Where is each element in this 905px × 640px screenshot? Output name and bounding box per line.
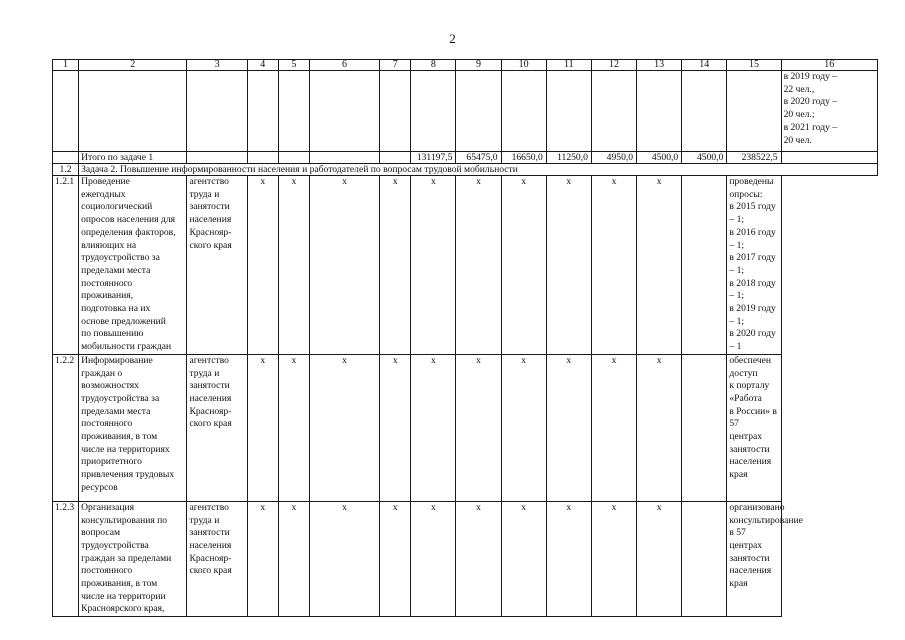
mark-cell: х <box>247 176 278 355</box>
column-number: 12 <box>591 60 636 71</box>
task-row <box>53 164 878 176</box>
mark-cell: х <box>501 354 546 501</box>
mark-cell: х <box>411 354 456 501</box>
measure-result: проведены опросы: в 2015 году – 1; в 2016 году – 1; в 2017 году – 1; в 2018 году – 1; в 2019 году – 1; в 2020 году – 1 <box>727 176 781 355</box>
column-number: 13 <box>637 60 682 71</box>
measure-result: обеспечен доступ к порталу «Работа в России» в 57 центрах занятости населения края <box>727 354 781 501</box>
measure-name: Информирование граждан о возможностях трудоустройства за пределами места постоянного проживания, в том числе на территориях приоритетного привлечения трудовых ресурсов <box>79 354 187 501</box>
measure-number: 1.2.1 <box>53 176 79 355</box>
measure-executor: агентство труда и занятости населения Краснояр- ского края <box>187 176 247 355</box>
column-number: 15 <box>727 60 781 71</box>
mark-cell: х <box>380 176 411 355</box>
column-number: 2 <box>79 60 187 71</box>
measure-name: Организация консультирования по вопросам трудоустройства граждан за пределами постоянного проживания, в том числе на территории Красноярского края, <box>79 501 187 616</box>
continued-row <box>53 71 878 152</box>
task-number: 1.2 <box>53 164 79 176</box>
mark-cell: х <box>546 501 591 616</box>
total-value: 4500,0 <box>682 152 727 164</box>
mark-cell: х <box>637 176 682 355</box>
mark-cell: х <box>501 501 546 616</box>
mark-cell: х <box>247 501 278 616</box>
program-measures-table <box>52 59 878 617</box>
total-value: 238522,5 <box>727 152 781 164</box>
measure-number: 1.2.3 <box>53 501 79 616</box>
mark-cell: х <box>637 501 682 616</box>
column-number: 11 <box>546 60 591 71</box>
measure-row <box>53 176 878 355</box>
expected-result-cell: в 2019 году – 22 чел., в 2020 году – 20 чел.; в 2021 году – 20 чел. <box>781 71 877 152</box>
column-number-row <box>53 60 878 71</box>
column-number: 14 <box>682 60 727 71</box>
mark-cell: х <box>411 501 456 616</box>
measure-executor: агентство труда и занятости населения Краснояр- ского края <box>187 354 247 501</box>
mark-cell: х <box>591 354 636 501</box>
total-value: 4950,0 <box>591 152 636 164</box>
mark-cell: х <box>456 176 501 355</box>
mark-cell: х <box>278 501 309 616</box>
mark-cell: х <box>278 176 309 355</box>
mark-cell: х <box>637 354 682 501</box>
total-value: 131197,5 <box>411 152 456 164</box>
column-number: 6 <box>309 60 379 71</box>
total-value: 11250,0 <box>546 152 591 164</box>
mark-cell: х <box>456 501 501 616</box>
measure-executor: агентство труда и занятости населения Краснояр- ского края <box>187 501 247 616</box>
column-number: 3 <box>187 60 247 71</box>
measure-name: Проведение ежегодных социологический опросов населения для определения факторов, влияющих на трудоустройство за пределами места постоянного проживания, подготовка на их основе предложений по повышению мобильности граждан <box>79 176 187 355</box>
mark-cell: х <box>411 176 456 355</box>
column-number: 1 <box>53 60 79 71</box>
measure-number: 1.2.2 <box>53 354 79 501</box>
mark-cell: х <box>546 176 591 355</box>
total-value: 16650,0 <box>501 152 546 164</box>
mark-cell: х <box>456 354 501 501</box>
column-number: 9 <box>456 60 501 71</box>
mark-cell: х <box>591 501 636 616</box>
total-value: 65475,0 <box>456 152 501 164</box>
mark-cell: х <box>501 176 546 355</box>
mark-cell: х <box>278 354 309 501</box>
mark-cell: х <box>309 354 379 501</box>
mark-cell: х <box>380 501 411 616</box>
column-number: 16 <box>781 60 877 71</box>
measure-row <box>53 354 878 501</box>
page-number: 2 <box>449 31 456 46</box>
column-number: 7 <box>380 60 411 71</box>
mark-cell: х <box>380 354 411 501</box>
mark-cell: х <box>309 176 379 355</box>
mark-cell: х <box>546 354 591 501</box>
total-label: Итого по задаче 1 <box>79 152 187 164</box>
total-value: 4500,0 <box>637 152 682 164</box>
mark-cell: х <box>247 354 278 501</box>
measure-row <box>53 501 878 616</box>
mark-cell: х <box>591 176 636 355</box>
task-title: Задача 2. Повышение информированности населения и работодателей по вопросам трудовой мобильности <box>79 164 878 176</box>
measure-result: организовано консультирование в 57 центрах занятости населения края <box>727 501 781 616</box>
column-number: 8 <box>411 60 456 71</box>
mark-cell: х <box>309 501 379 616</box>
column-number: 5 <box>278 60 309 71</box>
column-number: 4 <box>247 60 278 71</box>
total-row <box>53 152 878 164</box>
column-number: 10 <box>501 60 546 71</box>
